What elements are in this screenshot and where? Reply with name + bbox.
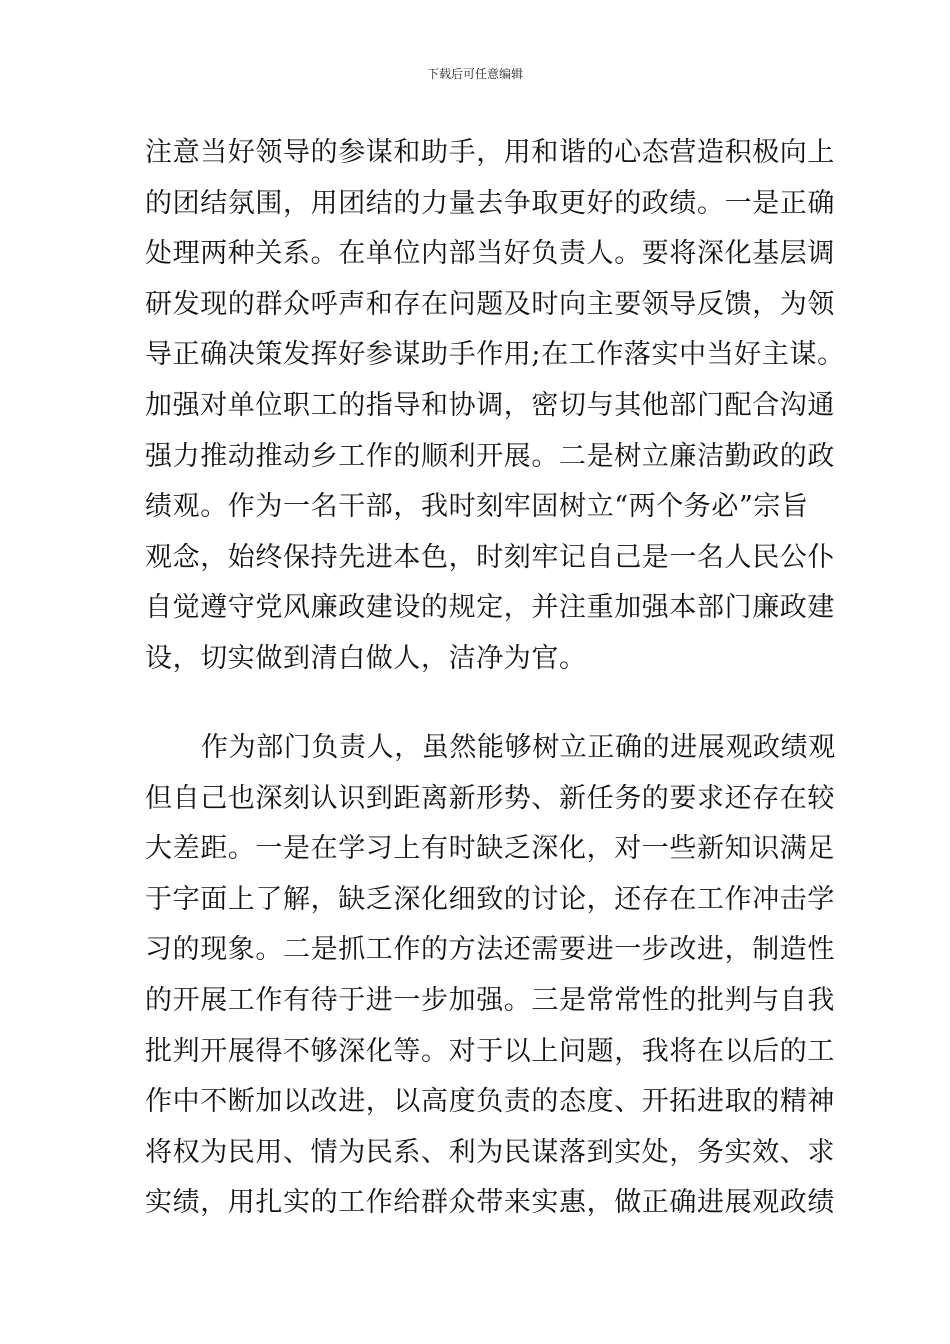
text-line: 自觉遵守党风廉政建设的规定，并注重加强本部门廉政建 <box>145 592 835 624</box>
page-header: 下载后可任意编辑 <box>426 67 523 81</box>
text-line: 实绩，用扎实的工作给群众带来实惠，做正确进展观政绩 <box>145 1187 835 1219</box>
text-line: 但自己也深刻认识到距离新形势、新任务的要求还存在较 <box>145 782 835 814</box>
text-line: 研发现的群众呼声和存在问题及时向主要领导反馈，为领 <box>145 288 835 320</box>
text-line: 注意当好领导的参谋和助手，用和谐的心态营造积极向上 <box>145 137 835 168</box>
text-line: 将权为民用、情为民系、利为民谋落到实处，务实效、求 <box>145 1136 835 1168</box>
text-line: 大差距。一是在学习上有时缺乏深化，对一些新知识满足 <box>145 833 835 865</box>
text-line: 于字面上了解，缺乏深化细致的讨论，还存在工作冲击学 <box>145 883 835 915</box>
text-line: 的团结氛围，用团结的力量去争取更好的政绩。一是正确 <box>145 187 835 219</box>
text-line: 加强对单位职工的指导和协调，密切与其他部门配合沟通 <box>145 389 835 421</box>
text-line: 作为部门负责人，虽然能够树立正确的进展观政绩观 <box>201 732 836 763</box>
text-line: 习的现象。二是抓工作的方法还需要进一步改进，制造性 <box>145 934 835 966</box>
text-line: 强力推动推动乡工作的顺利开展。二是树立廉洁勤政的政 <box>145 440 835 472</box>
text-line: 的开展工作有待于进一步加强。三是常常性的批判与自我 <box>145 984 835 1016</box>
text-line: 处理两种关系。在单位内部当好负责人。要将深化基层调 <box>145 238 835 270</box>
paragraph-1 <box>145 128 845 685</box>
paragraph-2 <box>145 723 836 1229</box>
text-line: 设，切实做到清白做人，洁净为官。 <box>145 642 587 674</box>
text-line: 作中不断加以改进，以高度负责的态度、开拓进取的精神 <box>145 1086 835 1118</box>
text-line: 绩观。作为一名干部，我时刻牢固树立“两个务必”宗旨 <box>145 491 809 523</box>
text-line: 导正确决策发挥好参谋助手作用;在工作落实中当好主谋。 <box>145 339 845 371</box>
text-line: 批判开展得不够深化等。对于以上问题，我将在以后的工 <box>145 1035 835 1067</box>
text-line: 观念，始终保持先进本色，时刻牢记自己是一名人民公仆 <box>145 541 835 573</box>
